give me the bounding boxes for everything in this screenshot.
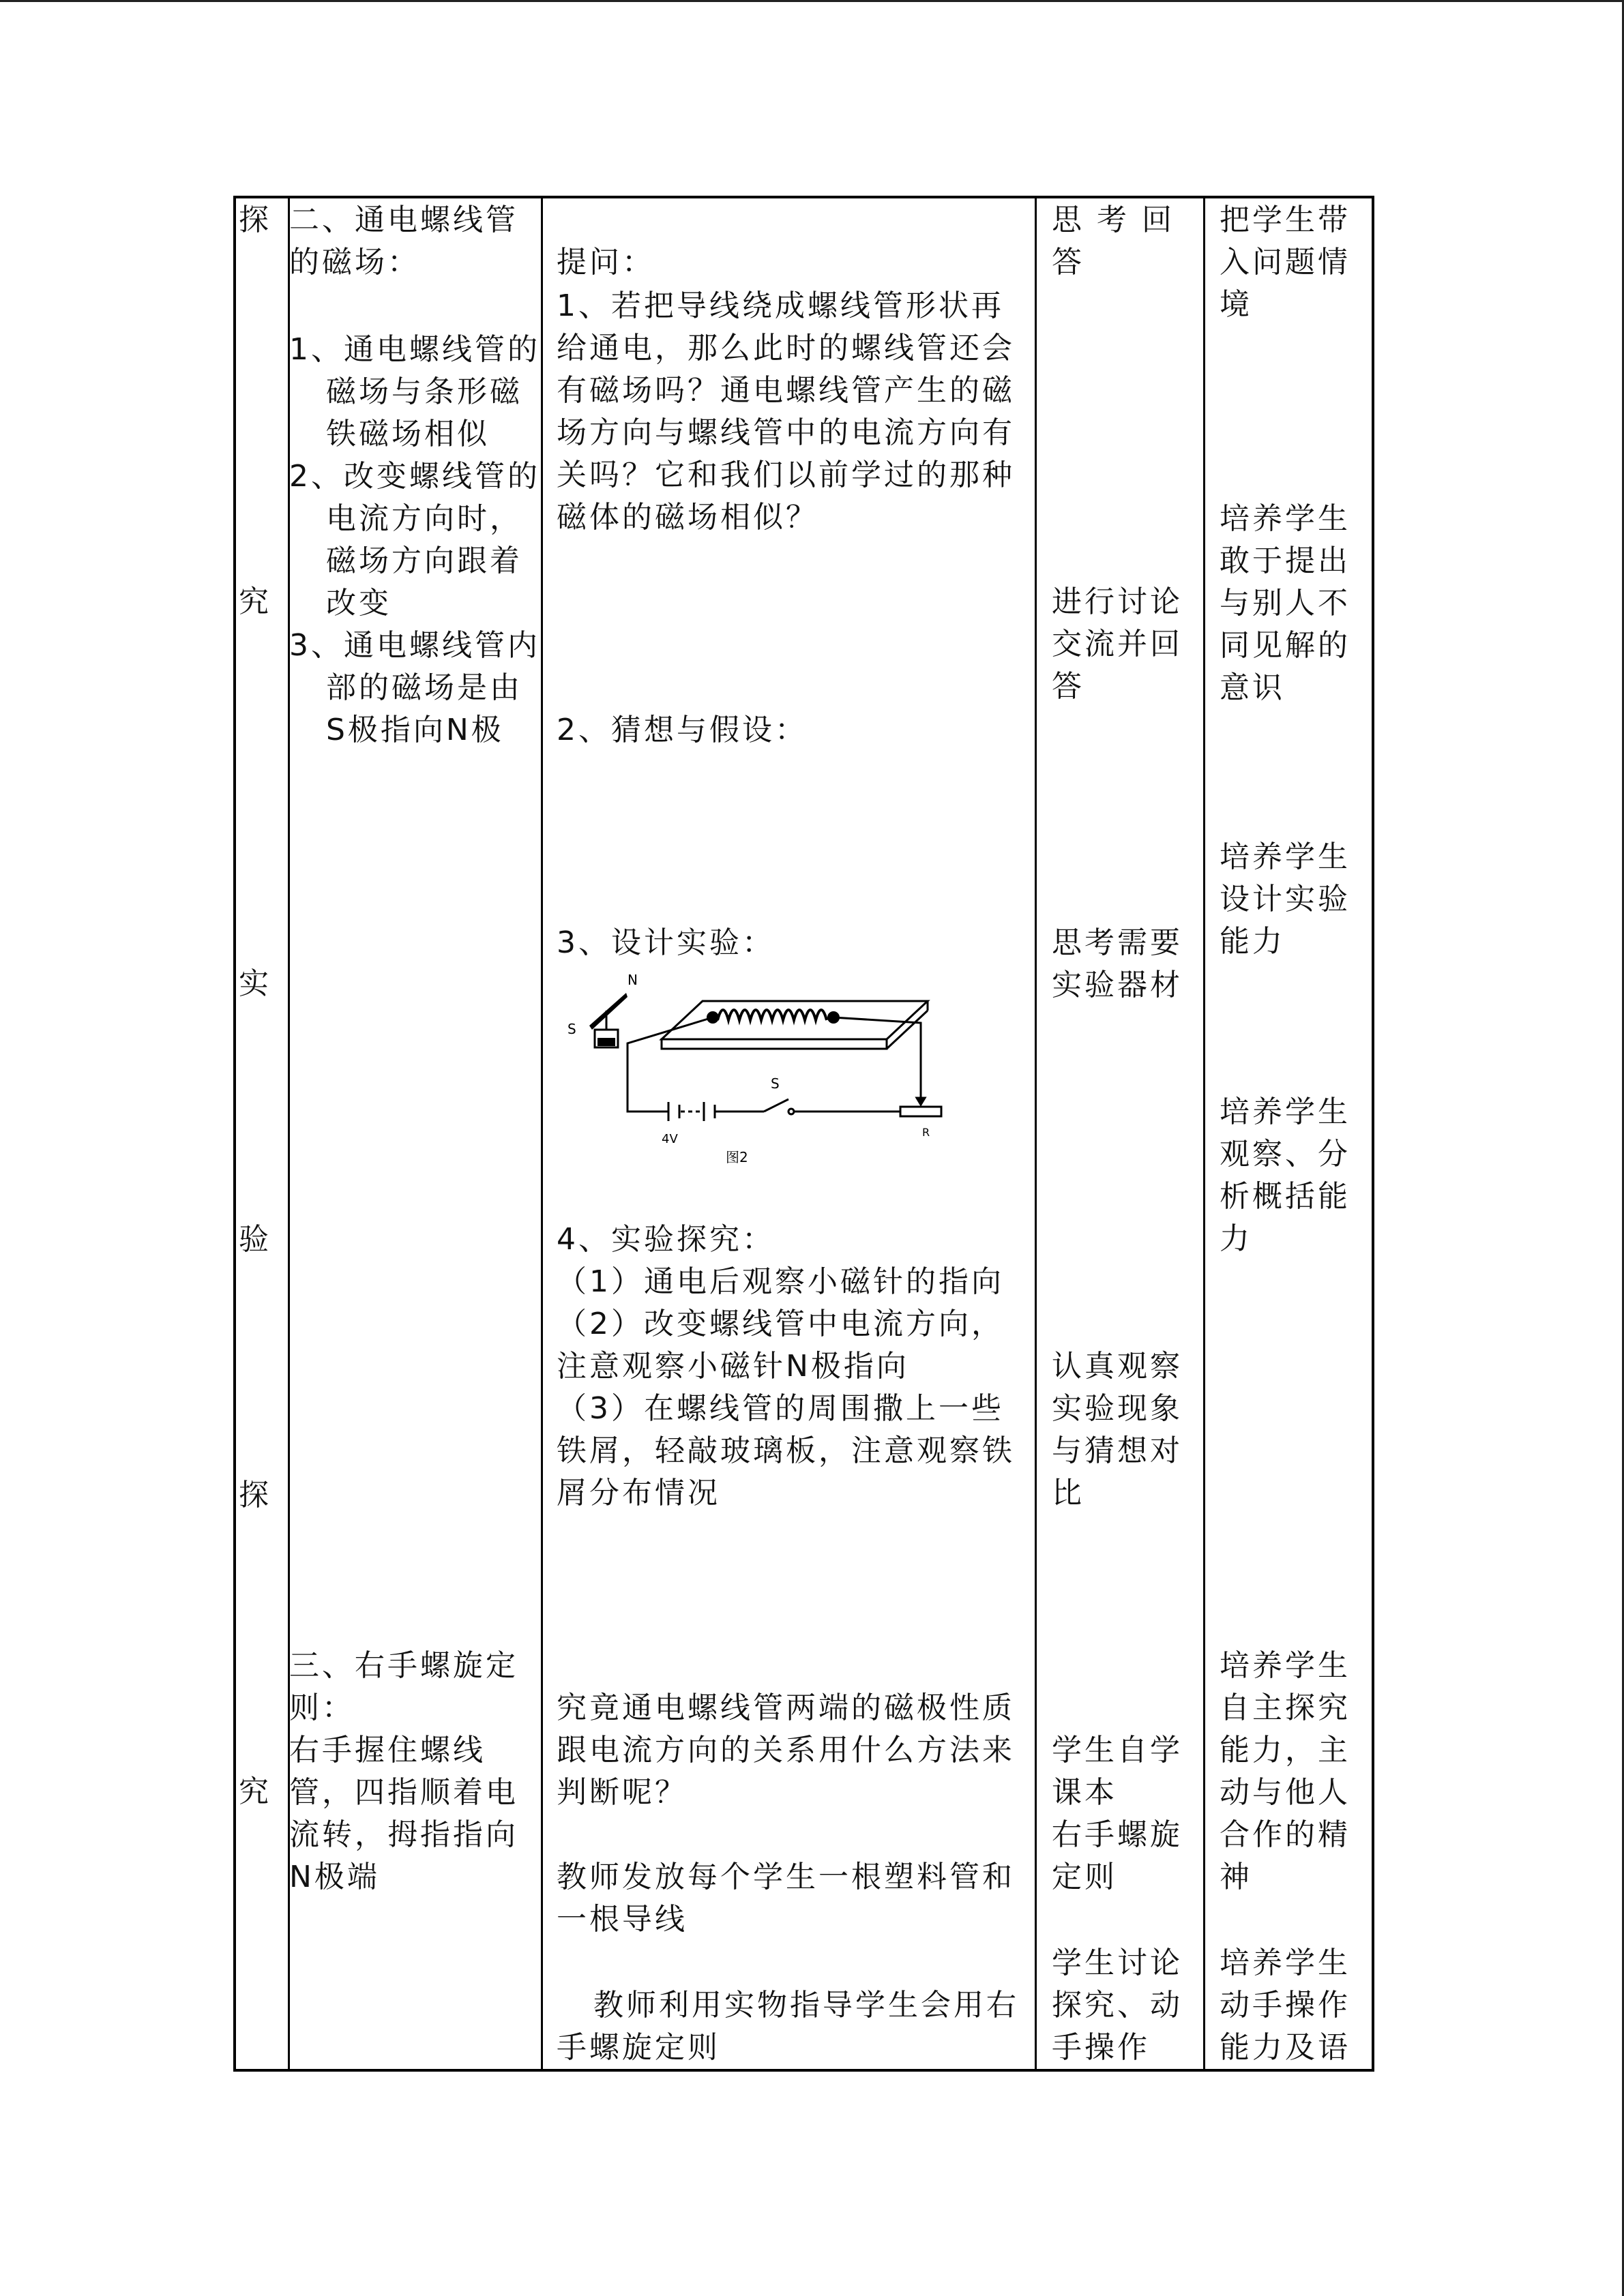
intent-line: 入问题情: [1220, 245, 1350, 280]
teacher-line: 判断呢？: [557, 1775, 688, 1810]
teacher-line: 提问：: [557, 245, 655, 280]
student-line: 实验器材: [1052, 968, 1183, 1002]
stage-char: 究: [239, 1774, 269, 1809]
intent-line: 观察、分: [1220, 1137, 1350, 1172]
content-line: S极指向N极: [289, 713, 504, 747]
content-line: 3、通电螺线管内: [289, 628, 540, 663]
intent-line: 意识: [1220, 670, 1285, 705]
content-line: 改变: [289, 586, 392, 621]
teacher-line: 铁屑，轻敲玻璃板，注意观察铁: [557, 1433, 1015, 1468]
south-pole-label: S: [567, 1021, 576, 1037]
teacher-line: 3、设计实验：: [557, 925, 775, 960]
content-line: 磁场与条形磁: [289, 374, 522, 409]
intent-line: 自主探究: [1220, 1690, 1350, 1725]
column-divider-4: [1203, 198, 1205, 2069]
student-line: 实验现象: [1052, 1391, 1183, 1426]
content-line: 二、通电螺线管: [289, 203, 518, 237]
intent-line: 与别人不: [1220, 586, 1350, 621]
page-top-border: [0, 0, 1624, 2]
intent-line: 境: [1220, 287, 1252, 322]
intent-line: 能力: [1220, 924, 1285, 959]
student-line: 思考需要: [1052, 925, 1183, 960]
teacher-line: 一根导线: [557, 1902, 688, 1937]
figure-label: 图2: [726, 1149, 748, 1165]
intent-line: 把学生带: [1220, 203, 1350, 237]
intent-line: 神: [1220, 1860, 1252, 1894]
content-line: 则：: [289, 1690, 355, 1725]
column-divider-3: [1035, 198, 1037, 2069]
north-pole-label: N: [628, 972, 638, 988]
teacher-line: 跟电流方向的关系用什么方法来: [557, 1733, 1015, 1768]
teacher-line: （1）通电后观察小磁针的指向: [557, 1264, 1004, 1299]
student-line: 探究、动: [1052, 1988, 1183, 2023]
content-line: 流转，拇指指向: [289, 1817, 518, 1852]
switch-label: S: [771, 1075, 780, 1092]
teacher-line: （3）在螺线管的周围撒上一些: [557, 1391, 1004, 1426]
student-line: 认真观察: [1052, 1349, 1183, 1384]
teacher-line: 关吗？它和我们以前学过的那种: [557, 458, 1015, 492]
content-line: 右手握住螺线: [289, 1733, 486, 1768]
intent-line: 培养学生: [1220, 1094, 1350, 1129]
student-line: 学生讨论: [1052, 1945, 1183, 1980]
content-line: 磁场方向跟着: [289, 543, 522, 578]
rheostat-label: R: [922, 1126, 930, 1139]
student-line: 比: [1052, 1476, 1084, 1510]
stage-char: 究: [239, 584, 269, 619]
student-line: 进行讨论: [1052, 584, 1183, 619]
teacher-line: 场方向与螺线管中的电流方向有: [557, 415, 1015, 450]
teacher-line: 磁体的磁场相似？: [557, 500, 818, 535]
teacher-line: 教师发放每个学生一根塑料管和: [557, 1860, 1015, 1894]
student-line: 交流并回: [1052, 627, 1183, 661]
battery-label: 4V: [662, 1132, 678, 1146]
student-line: 答: [1052, 669, 1084, 704]
intent-line: 动与他人: [1220, 1775, 1350, 1810]
teacher-line: 注意观察小磁针N极指向: [557, 1349, 909, 1384]
solenoid-experiment-diagram: [559, 968, 955, 1166]
intent-line: 培养学生: [1220, 1945, 1350, 1980]
student-line: 思 考 回: [1052, 203, 1175, 237]
intent-line: 设计实验: [1220, 882, 1350, 916]
student-line: 学生自学: [1052, 1733, 1183, 1768]
teacher-line: 教师利用实物指导学生会用右: [557, 1988, 1019, 2023]
teacher-line: 究竟通电螺线管两端的磁极性质: [557, 1690, 1015, 1725]
content-line: 部的磁场是由: [289, 670, 522, 705]
intent-line: 敢于提出: [1220, 543, 1350, 578]
teacher-line: 1、若把导线绕成螺线管形状再: [557, 288, 1004, 323]
stage-char: 探: [239, 203, 269, 237]
intent-line: 培养学生: [1220, 501, 1350, 536]
student-line: 答: [1052, 245, 1084, 280]
intent-line: 动手操作: [1220, 1988, 1350, 2023]
intent-line: 培养学生: [1220, 839, 1350, 874]
content-line: 的磁场：: [289, 245, 420, 280]
intent-line: 析概括能: [1220, 1179, 1350, 1214]
student-line: 与猜想对: [1052, 1433, 1183, 1468]
teacher-line: 屑分布情况: [557, 1476, 720, 1510]
content-line: 1、通电螺线管的: [289, 332, 540, 367]
stage-char: 实: [239, 966, 269, 1001]
stage-char: 验: [239, 1222, 269, 1257]
intent-line: 合作的精: [1220, 1817, 1350, 1852]
student-line: 课本: [1052, 1775, 1117, 1810]
student-line: 手操作: [1052, 2030, 1150, 2065]
content-line: 铁磁场相似: [289, 417, 490, 451]
content-line: 三、右手螺旋定: [289, 1648, 518, 1683]
teacher-line: （2）改变螺线管中电流方向，: [557, 1307, 1004, 1341]
teacher-line: 2、猜想与假设：: [557, 713, 808, 747]
student-line: 定则: [1052, 1860, 1117, 1894]
intent-line: 能力及语: [1220, 2030, 1350, 2065]
intent-line: 同见解的: [1220, 628, 1350, 663]
compass-needle-icon: [589, 993, 628, 1047]
content-line: 电流方向时，: [289, 501, 522, 536]
teacher-line: 手螺旋定则: [557, 2030, 720, 2065]
intent-line: 能力，主: [1220, 1733, 1350, 1768]
teacher-line: 给通电，那么此时的螺线管还会: [557, 331, 1015, 366]
stage-char: 探: [239, 1478, 269, 1512]
content-line: 管，四指顺着电: [289, 1775, 518, 1810]
teacher-line: 有磁场吗？通电螺线管产生的磁: [557, 373, 1015, 408]
intent-line: 培养学生: [1220, 1648, 1350, 1683]
intent-line: 力: [1220, 1221, 1252, 1256]
content-line: 2、改变螺线管的: [289, 459, 540, 494]
student-line: 右手螺旋: [1052, 1817, 1183, 1852]
column-divider-2: [541, 198, 543, 2069]
content-line: N极端: [289, 1860, 380, 1894]
teacher-line: 4、实验探究：: [557, 1222, 775, 1257]
